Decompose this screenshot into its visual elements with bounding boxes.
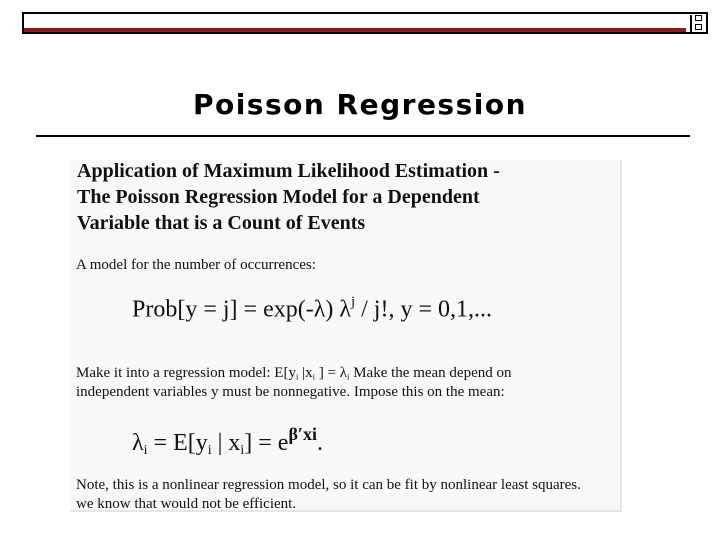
regression-line-2: independent variables y must be nonnegative. Impose this on the mean:	[76, 384, 505, 400]
formula1-rhs: / j!, y = 0,1,...	[355, 296, 492, 323]
formula2-sub-3: i	[240, 443, 245, 459]
regression-sub-2: i	[312, 371, 316, 382]
top-red-line	[24, 28, 686, 32]
formula2-sub-1: i	[143, 443, 148, 459]
regression-text-c: ] = λ	[315, 365, 348, 381]
regression-sub-1: i	[295, 371, 299, 382]
regression-text-b: |x	[298, 365, 313, 381]
formula2-mid: = E[y	[147, 429, 208, 456]
note-line-2: we know that would not be efficient.	[76, 496, 297, 512]
slide-title: Poisson Regression	[192, 88, 528, 121]
poisson-probability-formula	[132, 294, 492, 323]
formula2-exponent: β′xi	[288, 424, 317, 444]
regression-sub-3: i	[347, 371, 350, 382]
formula2-dot: .	[317, 429, 323, 456]
heading-line-3: Variable that is a Count of Events	[77, 212, 366, 234]
formula1-exponent: j	[350, 294, 356, 310]
formula1-lhs: Prob[y = j] = exp(-λ) λ	[132, 296, 351, 323]
title-divider	[36, 135, 690, 137]
formula2-bar: | x	[211, 429, 241, 456]
formula2-sub-2: i	[207, 443, 212, 459]
formula2-end: ] = e	[244, 429, 289, 456]
formula2-lambda: λ	[132, 429, 144, 456]
note-line-1: Note, this is a nonlinear regression model, so it can be fit by nonlinear least squares.	[76, 477, 581, 493]
regression-text-d: Make the mean depend on	[349, 365, 512, 381]
top-decoration-bar	[22, 12, 708, 34]
heading-line-2: The Poisson Regression Model for a Dependent	[77, 186, 480, 208]
mean-function-formula	[132, 424, 323, 459]
intro-text: A model for the number of occurrences:	[76, 257, 316, 273]
content-heading	[77, 158, 557, 236]
regression-text-a: Make it into a regression model: E[y	[76, 365, 296, 381]
corner-ornament-icon	[690, 15, 704, 33]
heading-line-1: Application of Maximum Likelihood Estimation -	[77, 160, 500, 182]
